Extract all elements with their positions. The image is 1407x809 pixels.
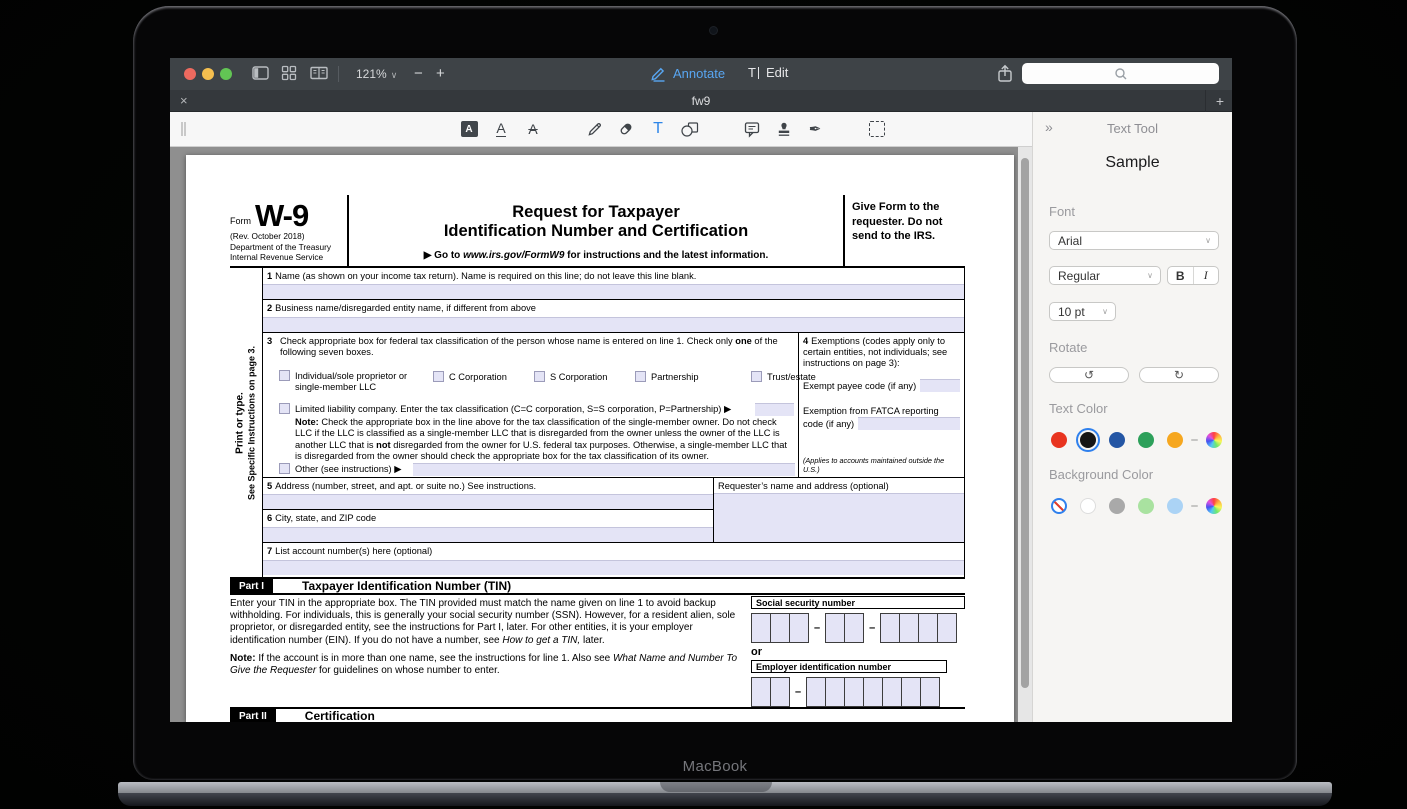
macbook-brand-label: MacBook — [682, 758, 748, 775]
background-color-section-label: Background Color — [1049, 467, 1154, 482]
font-style-dropdown[interactable]: Regular ∨ — [1049, 266, 1161, 285]
part1-section — [230, 577, 965, 707]
gray-swatch[interactable] — [1109, 498, 1125, 514]
highlighter-marker-tool[interactable] — [614, 117, 638, 141]
swatch-divider-dash — [1191, 505, 1198, 507]
exempt-payee-field[interactable] — [920, 379, 960, 392]
orange-swatch[interactable] — [1167, 432, 1183, 448]
font-size-dropdown[interactable]: 10 pt ∨ — [1049, 302, 1116, 321]
see-instructions-label: See Specific Instructions on page 3. — [246, 345, 257, 500]
requester-field[interactable] — [714, 493, 964, 542]
tin-dash: – — [795, 686, 802, 698]
print-or-type-label: Print or type. — [234, 391, 246, 454]
selection-tool[interactable] — [865, 117, 889, 141]
tab-divider — [1205, 90, 1206, 112]
tin-cell-group — [806, 677, 940, 707]
name-label: Name (as shown on your income tax return). Name is required on this line; do not leave this line blank. — [275, 271, 697, 281]
blue-swatch[interactable] — [1109, 432, 1125, 448]
city-state-zip-field[interactable] — [263, 527, 713, 542]
form-goto-line: ▶ Go to www.irs.gov/FormW9 for instructions and the latest information. — [423, 250, 769, 261]
font-section-label: Font — [1049, 204, 1076, 219]
black-swatch[interactable] — [1080, 432, 1096, 448]
option-s-corp-label: S Corporation — [550, 372, 608, 382]
form-revision: (Rev. October 2018) — [230, 230, 305, 241]
tin-cell[interactable] — [789, 613, 809, 643]
tin-cell[interactable] — [918, 613, 938, 643]
bold-italic-group — [1167, 266, 1219, 285]
part1-badge: Part I — [230, 579, 273, 593]
annotation-toolbar — [170, 112, 1032, 147]
annotate-label: Annotate — [673, 66, 726, 81]
tin-cell[interactable] — [844, 613, 864, 643]
none-swatch[interactable] — [1051, 498, 1067, 514]
form-title: Request for Taxpayer Identification Number and Certification — [443, 203, 749, 240]
tin-cell[interactable] — [863, 677, 883, 707]
form-row-address: 5 Address (number, street, and apt. or suite no.) See instructions. 6 City, state, and ZIP code Requester’s name and address (optional) — [263, 478, 964, 543]
form-row-classification: 3 Check appropriate box for federal tax classification of the person whose name is entered on line 1. Check only one of the following seven boxes. Individual/sole proprietor or single-member LLC C Corporation S Corporation Partnership Trust/estate Limited liability company. Enter the tax classification (C=C corporation, S=S corporation, P=Partnership) ▶ Note: Check the appropriate box in the line above for the tax classification of the single-member owner. Do not check LLC if the LLC is classified as a single-member LLC that is disregarded from the owner unless the owner of the LLC is another LLC that is not disregarded from the owner for U.S. federal tax purposes. Otherwise, a single-member LLC that is disregarded from the owner should check the appropriate box for the tax classification of its owner. Other (see instructions) ▶ 4 Exemptions (codes apply only to certain entities, not individuals; see instructions on page 3): Exempt payee code (if any) Exemption from FATCA reporting code (if any) (Applies to accounts maintained outside the U.S.) — [263, 333, 964, 478]
rotate-right-button[interactable] — [1139, 367, 1219, 383]
exemptions-label: Exemptions (codes apply only to certain entities, not individuals; see instructions on page 3): — [803, 336, 948, 368]
tin-cell[interactable] — [937, 613, 957, 643]
fatca-label-line2: code (if any) — [803, 419, 855, 429]
text-color-swatches — [1051, 428, 1222, 452]
zoom-in-button[interactable]: + — [436, 65, 445, 82]
text-tool[interactable]: T — [653, 120, 663, 137]
highlight-text-tool[interactable]: A — [457, 117, 481, 141]
minimize-window-button[interactable] — [202, 68, 214, 80]
tin-cell[interactable] — [882, 677, 902, 707]
edit-tab[interactable] — [748, 65, 788, 80]
signature-tool[interactable]: ✒ — [808, 121, 822, 138]
tin-cell[interactable] — [899, 613, 919, 643]
background-color-swatches — [1051, 494, 1222, 518]
macbook-base-bottom — [118, 793, 1332, 806]
tin-cell[interactable] — [806, 677, 826, 707]
strikethrough-text-tool[interactable]: A — [528, 121, 538, 137]
sidebar-toggle-icon[interactable] — [252, 65, 269, 83]
chevron-down-icon: ∨ — [1147, 271, 1153, 280]
w9-form — [230, 195, 965, 722]
llc-classification-field[interactable] — [755, 403, 794, 416]
checkbox-other[interactable] — [279, 463, 290, 474]
part2-title: Certification — [304, 709, 375, 722]
form-left-margin — [230, 268, 262, 577]
collapse-sidebar-icon[interactable]: » — [1045, 119, 1053, 135]
two-page-view-icon[interactable] — [310, 65, 328, 83]
fullscreen-window-button[interactable] — [220, 68, 232, 80]
part2-section — [230, 707, 965, 722]
custom-swatch[interactable] — [1206, 498, 1222, 514]
share-icon[interactable] — [996, 64, 1014, 84]
name-field[interactable] — [263, 284, 964, 299]
part1-instructions: Enter your TIN in the appropriate box. The TIN provided must match the name given on line 1 to avoid backup withholding. For individuals, this is generally your social security number (SSN). However, for a resident alien, sole proprietor, or disregarded entity, see the instructions for Part I, later. For other entities, it is your employer identification number (EIN). If you do not have a number, see How to get a TIN, later. Note: If the account is in more than one name, see the instructions for line 1. Also see What Name and Number To Give the Requester for guidelines on whose number to enter. — [230, 598, 738, 677]
form-department: Department of the Treasury — [230, 242, 331, 253]
scrollbar-thumb[interactable] — [1021, 158, 1029, 688]
form-row-name: 1 Name (as shown on your income tax return). Name is required on this line; do not leave this line blank. — [263, 268, 964, 300]
address-field[interactable] — [263, 494, 713, 509]
address-label: Address (number, street, and apt. or suite no.) See instructions. — [275, 481, 537, 491]
option-partnership-label: Partnership — [651, 372, 699, 382]
custom-swatch[interactable] — [1206, 432, 1222, 448]
annotate-pen-icon — [650, 65, 667, 82]
text-tool-sidebar — [1032, 112, 1232, 722]
sidebar-title: Text Tool — [1106, 121, 1159, 136]
rotate-section-label: Rotate — [1049, 340, 1088, 355]
tin-cell[interactable] — [825, 613, 845, 643]
italic-button[interactable]: I — [1203, 268, 1208, 282]
light-blue-swatch[interactable] — [1167, 498, 1183, 514]
toolbar-drag-handle[interactable] — [181, 122, 186, 136]
close-window-button[interactable] — [184, 68, 196, 80]
tin-cell[interactable] — [880, 613, 900, 643]
checkbox-trust-estate[interactable] — [751, 371, 762, 382]
tin-cell[interactable] — [844, 677, 864, 707]
tin-cell[interactable] — [770, 677, 790, 707]
comment-tool[interactable] — [740, 117, 764, 141]
search-icon — [1113, 66, 1129, 82]
form-word: Form — [230, 215, 251, 226]
white-swatch[interactable] — [1080, 498, 1096, 514]
account-numbers-label: List account number(s) here (optional) — [275, 546, 433, 556]
document-area — [170, 147, 1032, 722]
exempt-payee-label: Exempt payee code (if any) — [803, 381, 917, 391]
tin-cell[interactable] — [770, 613, 790, 643]
tin-dash: – — [814, 622, 821, 634]
checkbox-c-corporation[interactable] — [433, 371, 444, 382]
thumbnails-view-icon[interactable] — [281, 65, 297, 83]
tin-dash: – — [869, 622, 876, 634]
pencil-tool[interactable] — [583, 117, 607, 141]
part2-badge: Part II — [230, 709, 276, 722]
form-row-account-numbers: 7 List account number(s) here (optional) — [263, 543, 964, 577]
edit-text-icon: T — [748, 65, 759, 80]
tin-cell[interactable] — [901, 677, 921, 707]
ein-label: Employer identification number — [751, 660, 947, 673]
ssn-label: Social security number — [751, 596, 965, 609]
tabbar — [170, 90, 1232, 112]
option-c-corp-label: C Corporation — [449, 372, 507, 382]
tin-cell-group — [751, 613, 809, 643]
font-family-dropdown[interactable]: Arial ∨ — [1049, 231, 1219, 250]
tin-cell[interactable] — [920, 677, 940, 707]
shapes-tool[interactable] — [678, 117, 702, 141]
give-form-note: Give Form to the requester. Do not send to the IRS. — [852, 201, 943, 242]
toolbar-divider — [338, 66, 339, 82]
tin-cell-group — [825, 613, 864, 643]
other-label: Other (see instructions) ▶ — [295, 464, 402, 474]
tin-cell[interactable] — [751, 677, 771, 707]
chevron-down-icon: ∨ — [1102, 307, 1108, 316]
form-row-exemptions: 4 Exemptions (codes apply only to certain entities, not individuals; see instructions on page 3): Exempt payee code (if any) Exemption from FATCA reporting code (if any) (Applies to accounts maintained outside the U.S.) — [798, 333, 964, 477]
green-swatch[interactable] — [1138, 432, 1154, 448]
option-trust-label: Trust/estate — [767, 372, 816, 382]
checkbox-llc[interactable] — [279, 403, 290, 414]
pdf-page — [186, 155, 1014, 722]
tin-cell[interactable] — [751, 613, 771, 643]
city-state-zip-label: City, state, and ZIP code — [275, 513, 377, 523]
requester-label: Requester’s name and address (optional) — [718, 481, 889, 491]
account-numbers-field[interactable] — [263, 560, 964, 575]
checkbox-individual[interactable] — [279, 370, 290, 381]
llc-note: Note: Check the appropriate box in the line above for the tax classification of the single-member owner. Do not check LLC if the LLC is classified as a single-member LLC that is disregarded from the owner unless the owner of the LLC is another LLC that is not disregarded from the owner for U.S. federal tax purposes. Otherwise, a single-member LLC that is disregarded from the owner should check the appropriate box for the tax classification of its owner. — [295, 417, 787, 462]
annotate-tab[interactable] — [650, 65, 725, 82]
zoom-out-button[interactable]: − — [414, 65, 423, 82]
rotate-left-icon: ↺ — [1083, 368, 1095, 382]
new-tab-button[interactable]: + — [1215, 93, 1224, 109]
fatca-label-line1: Exemption from FATCA reporting — [803, 406, 939, 416]
checkbox-s-corporation[interactable] — [534, 371, 545, 382]
light-green-swatch[interactable] — [1138, 498, 1154, 514]
tin-cell-group — [751, 677, 790, 707]
ssn-cells — [751, 612, 965, 644]
classification-label: Check appropriate box for federal tax classification of the person whose name is entered on line 1. Check only one of the following seven boxes. — [280, 336, 778, 357]
stamp-tool[interactable] — [772, 117, 796, 141]
business-name-label: Business name/disregarded entity name, if different from above — [275, 303, 536, 313]
zoom-level-dropdown[interactable]: 121% ∨ — [356, 67, 398, 81]
webcam — [710, 27, 717, 34]
checkbox-partnership[interactable] — [635, 371, 646, 382]
document-tab[interactable]: fw9 — [691, 94, 711, 108]
other-field[interactable] — [413, 463, 795, 476]
business-name-field[interactable] — [263, 317, 964, 332]
close-tab-icon[interactable]: × — [180, 93, 188, 108]
chevron-down-icon: ∨ — [1205, 236, 1211, 245]
rotate-right-icon: ↻ — [1173, 368, 1185, 382]
underline-text-tool[interactable]: A — [496, 120, 506, 136]
applies-note: (Applies to accounts maintained outside the U.S.) — [803, 456, 945, 474]
red-swatch[interactable] — [1051, 432, 1067, 448]
chevron-down-icon: ∨ — [390, 70, 398, 80]
fatca-field[interactable] — [858, 417, 960, 430]
rotate-left-button[interactable] — [1049, 367, 1129, 383]
vertical-scrollbar[interactable] — [1018, 147, 1032, 722]
form-row-business-name: 2 Business name/disregarded entity name, if different from above — [263, 300, 964, 333]
swatch-divider-dash — [1191, 439, 1198, 441]
or-label: or — [751, 646, 762, 658]
option-individual-label: Individual/sole proprietor or single-member LLC — [295, 371, 408, 392]
titlebar — [170, 58, 1232, 90]
search-input[interactable] — [1022, 63, 1219, 84]
edit-label: Edit — [765, 65, 789, 80]
font-sample-preview: Sample — [1105, 154, 1160, 171]
form-header — [230, 195, 965, 268]
form-number: W-9 — [255, 198, 309, 233]
bold-button[interactable]: B — [1168, 267, 1194, 284]
part1-title: Taxpayer Identification Number (TIN) — [302, 579, 512, 593]
llc-label: Limited liability company. Enter the tax classification (C=C corporation, S=S corporation, P=Partnership) ▶ — [295, 404, 732, 414]
tin-cell-group — [880, 613, 957, 643]
tin-cell[interactable] — [825, 677, 845, 707]
app-window — [170, 58, 1232, 722]
text-color-section-label: Text Color — [1049, 401, 1108, 416]
form-service: Internal Revenue Service — [230, 251, 324, 262]
ein-cells — [751, 676, 965, 708]
macbook-lid-notch — [660, 782, 772, 792]
